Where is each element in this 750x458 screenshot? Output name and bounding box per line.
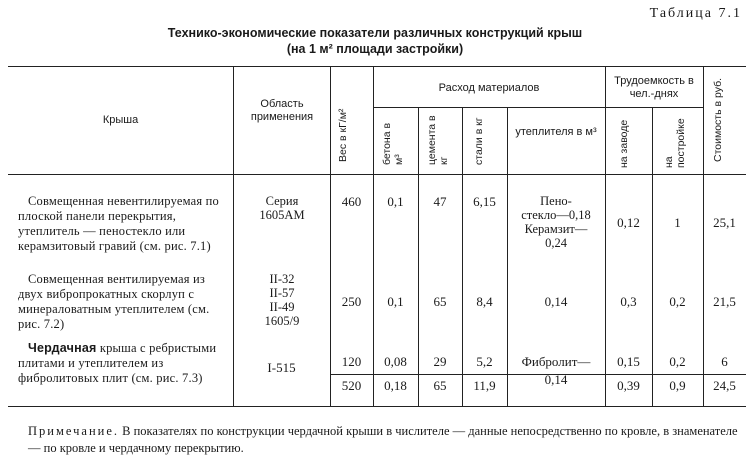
table-subtitle: (на 1 м² площади застройки) — [286, 42, 464, 56]
row3-roof-rest: крыша с ребристыми плитами и утеплителем из фибролитовых плит (см. рис. 7.3) — [18, 341, 217, 385]
table-label: Таблица 7.1 — [649, 6, 742, 21]
row3-weight-top: 120 — [341, 354, 362, 369]
row3-cost-top: 6 — [721, 354, 728, 369]
header-steel: стали в кг — [473, 117, 485, 165]
table-note — [28, 423, 744, 457]
row1-concrete: 0,1 — [387, 194, 404, 209]
row3-steel-bottom: 11,9 — [473, 378, 496, 393]
header-cost: Стоимость в руб. — [712, 78, 724, 162]
row1-factory: 0,12 — [617, 215, 640, 230]
row1-insulation: Пено- стекло—0,18 Керамзит— 0,24 — [521, 194, 591, 250]
row3-area: I-515 — [267, 360, 296, 375]
row3-insulation-bottom: 0,14 — [544, 372, 568, 387]
row2-weight: 250 — [341, 294, 362, 309]
row2-cost: 21,5 — [713, 294, 736, 309]
header-weight: Вес в кГ/м² — [337, 108, 349, 162]
row1-site: 1 — [674, 215, 681, 230]
row3-cement-bottom: 65 — [433, 378, 447, 393]
header-insulation: утеплителя в м³ — [515, 126, 597, 138]
row3-cement-top: 29 — [433, 354, 447, 369]
table-top-border — [8, 66, 746, 67]
header-roof: Крыша — [102, 114, 139, 126]
row1-cost: 25,1 — [713, 215, 736, 230]
table-title: Технико-экономические показатели различных конструкций крыш — [167, 26, 583, 40]
row2-roof: Совмещенная вентилируемая из двух вибропрокатных скорлуп с минераловатным утеплителем (см. рис. 7.2) — [18, 272, 210, 331]
header-materials: Расход материалов — [438, 82, 540, 94]
row3-weight-bottom: 520 — [341, 378, 362, 393]
row2-steel: 8,4 — [476, 294, 493, 309]
row1-area: Серия 1605АМ — [259, 194, 305, 222]
header-area: Область применения — [250, 98, 314, 123]
header-site: на постройке — [663, 118, 687, 168]
row3-concrete-top: 0,08 — [384, 354, 407, 369]
row3-concrete-bottom: 0,18 — [384, 378, 407, 393]
materials-header-divider — [373, 107, 605, 108]
labor-header-divider — [605, 107, 703, 108]
row1-roof: Совмещенная невентилируемая по плоской панели перекрытия, утеплитель — пеностекло или керамзитовый гравий (см. рис. 7.1) — [18, 194, 219, 253]
row3-roof-bold: Чердачная — [28, 341, 97, 355]
row3-factory-bottom: 0,39 — [617, 378, 640, 393]
note-lead: Примечание. — [28, 424, 120, 438]
row1-weight: 460 — [341, 194, 362, 209]
row3-cost-bottom: 24,5 — [713, 378, 736, 393]
row1-cement: 47 — [433, 194, 447, 209]
row2-area: II-32 II-57 II-49 1605/9 — [264, 272, 300, 328]
row1-steel: 6,15 — [473, 194, 496, 209]
row2-insulation: 0,14 — [544, 294, 568, 309]
header-bottom-border — [8, 174, 746, 175]
row2-concrete: 0,1 — [387, 294, 404, 309]
note-text: В показателях по конструкции чердачной крыши в числителе — данные непосредственно по кровле, в знаменателе — по кровле и чердачному перекрытию. — [28, 424, 738, 455]
header-concrete: бетона в м³ — [381, 122, 405, 165]
row3-factory-top: 0,15 — [617, 354, 640, 369]
header-labor: Трудоемкость в чел.-днях — [614, 75, 694, 100]
col-divider-1 — [233, 66, 234, 406]
row3-steel-top: 5,2 — [476, 354, 493, 369]
row2-cement: 65 — [433, 294, 447, 309]
header-cement: цемента в кг — [426, 115, 450, 165]
header-factory: на заводе — [618, 119, 630, 168]
row3-site-bottom: 0,9 — [669, 378, 686, 393]
row2-factory: 0,3 — [620, 294, 637, 309]
row3-insulation-top: Фибролит— — [521, 354, 591, 369]
row3-roof — [18, 341, 230, 386]
row3-site-top: 0,2 — [669, 354, 686, 369]
table-bottom-border — [8, 406, 746, 407]
row2-site: 0,2 — [669, 294, 686, 309]
